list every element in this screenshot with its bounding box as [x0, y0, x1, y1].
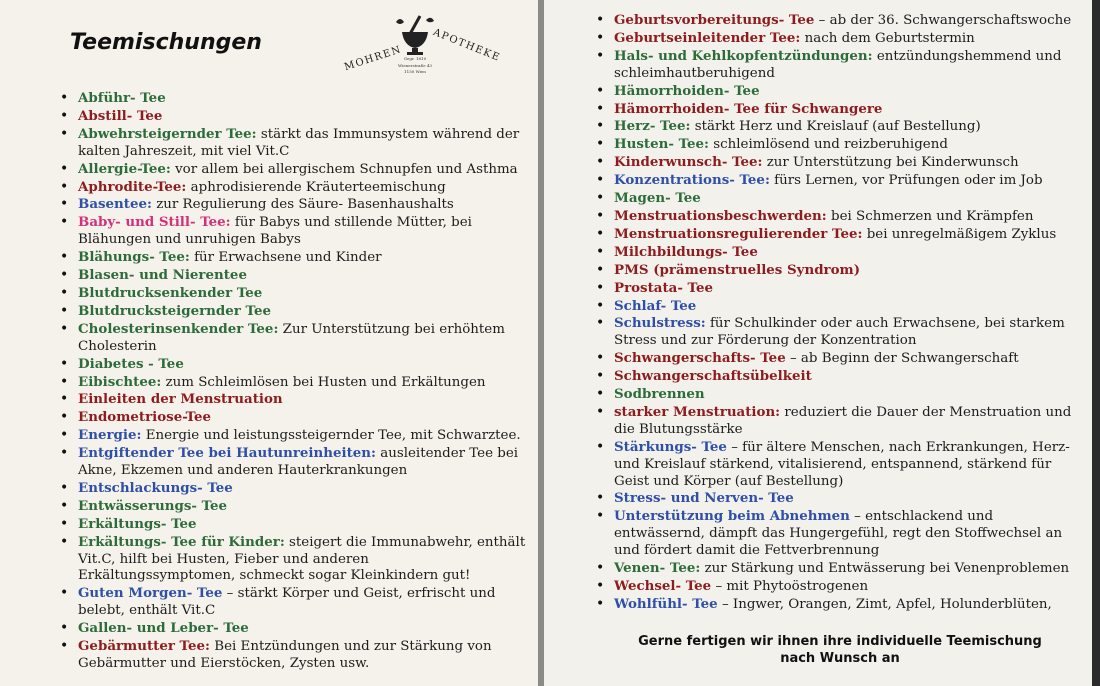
- pharmacy-logo: [330, 10, 500, 80]
- tea-list-item: [56, 214, 526, 249]
- svg-text:1150 Wien: 1150 Wien: [404, 69, 426, 74]
- tea-list-item: [56, 303, 526, 321]
- page-title: Teemischungen: [70, 30, 262, 55]
- tea-description: aphrodisierende Kräuterteemischung: [186, 179, 446, 195]
- tea-name: Menstruationsbeschwerden:: [614, 207, 827, 224]
- tea-name: Stärkungs- Tee: [614, 438, 727, 455]
- tea-name: Blasen- und Nierentee: [78, 267, 247, 284]
- tea-name: Wohlfühl- Tee: [614, 595, 718, 612]
- tea-list-item: [592, 280, 1084, 298]
- tea-list-item: [56, 356, 526, 374]
- tea-name: Magen- Tee: [614, 190, 701, 207]
- tea-list-item: [592, 12, 1084, 30]
- tea-list-item: [592, 154, 1084, 172]
- tea-name: Endometriose-Tee: [78, 409, 212, 426]
- tea-name: Entwässerungs- Tee: [78, 497, 228, 514]
- tea-list-item: [56, 161, 526, 179]
- tea-list-item: [56, 480, 526, 498]
- tea-list-right: [592, 12, 1084, 614]
- tea-name: Blutdrucksenkender Tee: [78, 284, 263, 301]
- tea-list-item: [592, 48, 1084, 83]
- tea-list-item: [592, 101, 1084, 119]
- svg-text:MOHREN: MOHREN: [343, 44, 404, 74]
- tea-list-item: [592, 404, 1084, 439]
- tea-name: Husten- Tee:: [614, 136, 709, 153]
- tea-list-item: [56, 321, 526, 356]
- tea-list-item: [56, 285, 526, 303]
- tea-name: Aphrodite-Tee:: [78, 178, 187, 195]
- tea-description: – für ältere Menschen, nach Erkrankungen, Herz- und Kreislauf stärkend, vitalisierend, entspannend, stärkend für Geist und Körper (auf Bestellung): [614, 439, 1070, 489]
- tea-list-item: [56, 638, 526, 673]
- tea-description: stärkt Herz und Kreislauf (auf Bestellung): [690, 119, 981, 135]
- tea-name: Hämorrhoiden- Tee: [614, 82, 760, 99]
- tea-name: Menstruationsregulierender Tee:: [614, 225, 863, 242]
- tea-description: zum Schleimlösen bei Husten und Erkältungen: [161, 374, 486, 390]
- tea-description: – entschlackend und entwässernd, dämpft das Hungergefühl, regt den Stoffwechsel an und fördert damit die Fettverbrennung: [614, 509, 1063, 559]
- tea-list-item: [56, 90, 526, 108]
- tea-name: Entschlackungs- Tee: [78, 479, 233, 496]
- tea-description: Zur Unterstützung bei erhöhtem Cholesterin: [78, 321, 505, 354]
- tea-list-item: [56, 427, 526, 445]
- tea-list-item: [56, 445, 526, 480]
- tea-name: Wechsel- Tee: [614, 578, 712, 594]
- tea-list-item: [592, 508, 1084, 560]
- tea-list-item: [56, 126, 526, 161]
- tea-name: Cholesterinsenkender Tee:: [78, 320, 279, 337]
- tea-description: für Babys und stillende Mütter, bei Blähungen und unruhigen Babys: [78, 215, 472, 248]
- tea-name: Herz- Tee:: [614, 118, 691, 135]
- tea-name: Einleiten der Menstruation: [78, 391, 283, 408]
- tea-description: Energie und leistungssteigernder Tee, mit Schwarztee.: [141, 428, 521, 444]
- tea-list-left: [56, 90, 526, 673]
- tea-description: – stärkt Körper und Geist, erfrischt und belebt, enthält Vit.C: [78, 586, 496, 619]
- tea-list-item: [56, 374, 526, 392]
- tea-list-item: [592, 244, 1084, 262]
- tea-name: Blutdrucksteigernder Tee: [78, 302, 271, 319]
- svg-text:APOTHEKE: APOTHEKE: [431, 26, 500, 64]
- tea-name: Schlaf- Tee: [614, 297, 697, 314]
- tea-name: Diabetes - Tee: [78, 355, 184, 372]
- tea-list-item: [592, 298, 1084, 316]
- tea-list-item: [592, 386, 1084, 404]
- tea-description: vor allem bei allergischem Schnupfen und Asthma: [170, 161, 518, 177]
- tea-name: PMS (prämenstruelles Syndrom): [614, 261, 861, 278]
- tea-name: Abstill- Tee: [78, 107, 163, 124]
- tea-description: Bei Entzündungen und zur Stärkung von Gebärmutter und Eierstöcken, Zysten usw.: [78, 639, 492, 671]
- tea-list-item: [56, 391, 526, 409]
- tea-name: Geburtsvorbereitungs- Tee: [614, 12, 815, 28]
- tea-name: Schwangerschafts- Tee: [614, 350, 786, 367]
- tea-name: Unterstützung beim Abnehmen: [614, 508, 850, 525]
- tea-list-item: [592, 190, 1084, 208]
- tea-name: Schulstress:: [614, 315, 706, 332]
- tea-name: Milchbildungs- Tee: [614, 243, 758, 260]
- tea-list-item: [592, 596, 1084, 614]
- tea-list-item: [56, 196, 526, 214]
- tea-description: fürs Lernen, vor Prüfungen oder im Job: [769, 173, 1043, 189]
- tea-name: Prostata- Tee: [614, 279, 714, 296]
- tea-description: nach dem Geburtstermin: [800, 30, 975, 46]
- tea-list-item: [56, 534, 526, 586]
- tea-name: starker Menstruation:: [614, 403, 781, 420]
- closing-line-2: nach Wunsch an: [780, 651, 900, 666]
- tea-list-item: [592, 578, 1084, 596]
- tea-name: Sodbrennen: [614, 386, 705, 403]
- tea-name: Stress- und Nerven- Tee: [614, 490, 794, 507]
- tea-description: – Ingwer, Orangen, Zimt, Apfel, Holunderblüten,: [717, 596, 1052, 612]
- tea-name: Eibischtee:: [78, 373, 162, 390]
- tea-description: entzündungshemmend und schleimhautberuhigend: [614, 48, 1062, 81]
- tea-list-item: [56, 585, 526, 620]
- tea-name: Erkältungs- Tee: [78, 515, 197, 532]
- tea-description: – mit Phytoöstrogenen: [711, 579, 869, 594]
- tea-list-item: [592, 208, 1084, 226]
- tea-list-item: [56, 409, 526, 427]
- tea-name: Abwehrsteigernder Tee:: [78, 125, 257, 142]
- tea-list-item: [56, 620, 526, 638]
- tea-list-item: [56, 108, 526, 126]
- tea-name: Geburtseinleitender Tee:: [614, 29, 801, 46]
- tea-description: zur Regulierung des Säure- Basenhaushalts: [151, 197, 454, 213]
- tea-description: zur Unterstützung bei Kinderwunsch: [762, 155, 1019, 171]
- tea-name: Gebärmutter Tee:: [78, 638, 210, 655]
- tea-name: Blähungs- Tee:: [78, 249, 190, 266]
- tea-name: Gallen- und Leber- Tee: [78, 620, 249, 637]
- tea-list-item: [592, 439, 1084, 491]
- tea-list-item: [592, 136, 1084, 154]
- tea-name: Baby- und Still- Tee:: [78, 214, 231, 231]
- closing-note: [620, 633, 1060, 667]
- tea-list-item: [592, 350, 1084, 368]
- tea-list-item: [592, 262, 1084, 280]
- tea-name: Guten Morgen- Tee: [78, 585, 223, 602]
- tea-description: für Schulkinder oder auch Erwachsene, bei starkem Stress und zur Förderung der Konzentration: [614, 316, 1065, 349]
- tea-description: für Erwachsene und Kinder: [189, 250, 382, 266]
- tea-list-item: [56, 267, 526, 285]
- tea-list-item: [592, 83, 1084, 101]
- background-edge: [1092, 0, 1100, 686]
- tea-name: Hämorrhoiden- Tee für Schwangere: [614, 100, 883, 117]
- tea-list-item: [56, 516, 526, 534]
- tea-description: reduziert die Dauer der Menstruation und die Blutungsstärke: [614, 404, 1072, 437]
- tea-name: Konzentrations- Tee:: [614, 172, 770, 189]
- tea-description: bei Schmerzen und Krämpfen: [826, 208, 1034, 224]
- tea-list-item: [592, 490, 1084, 508]
- tea-description: zur Stärkung und Entwässerung bei Venenproblemen: [700, 561, 1070, 577]
- tea-description: bei unregelmäßigem Zyklus: [862, 226, 1057, 242]
- tea-description: ausleitender Tee bei Akne, Ekzemen und anderen Hauterkrankungen: [78, 446, 519, 479]
- tea-list-item: [592, 560, 1084, 578]
- tea-description: schleimlösend und reizberuhigend: [709, 137, 948, 153]
- tea-list-item: [56, 498, 526, 516]
- tea-description: steigert die Immunabwehr, enthält Vit.C, hilft bei Husten, Fieber und anderen Erkältungssymptomen, schmeckt sogar Kleinkindern gut!: [78, 534, 526, 584]
- mortar-pestle-icon: [330, 10, 500, 80]
- tea-description: – ab Beginn der Schwangerschaft: [785, 351, 1019, 367]
- tea-name: Venen- Tee:: [614, 560, 701, 577]
- svg-text:Wienerstraße 43: Wienerstraße 43: [398, 63, 432, 68]
- tea-list-item: [56, 249, 526, 267]
- tea-name: Abführ- Tee: [78, 90, 166, 106]
- tea-list-item: [592, 368, 1084, 386]
- tea-description: – ab der 36. Schwangerschaftswoche: [814, 13, 1072, 28]
- tea-name: Erkältungs- Tee für Kinder:: [78, 533, 285, 550]
- tea-name: Schwangerschaftsübelkeit: [614, 368, 812, 385]
- tea-name: Hals- und Kehlkopfentzündungen:: [614, 47, 873, 64]
- tea-name: Kinderwunsch- Tee:: [614, 154, 763, 171]
- tea-description: stärkt das Immunsystem während der kalten Jahreszeit, mit viel Vit.C: [78, 126, 520, 159]
- tea-list-item: [592, 172, 1084, 190]
- closing-line-1: Gerne fertigen wir ihnen ihre individuelle Teemischung: [638, 634, 1042, 649]
- tea-name: Basentee:: [78, 196, 152, 213]
- tea-list-item: [56, 179, 526, 197]
- tea-list-item: [592, 30, 1084, 48]
- tea-name: Allergie-Tee:: [78, 160, 171, 177]
- tea-name: Energie:: [78, 427, 142, 444]
- tea-list-item: [592, 226, 1084, 244]
- tea-list-item: [592, 315, 1084, 350]
- tea-list-item: [592, 118, 1084, 136]
- svg-text:Gegr. 1810: Gegr. 1810: [403, 56, 427, 61]
- tea-name: Entgiftender Tee bei Hautunreinheiten:: [78, 445, 376, 462]
